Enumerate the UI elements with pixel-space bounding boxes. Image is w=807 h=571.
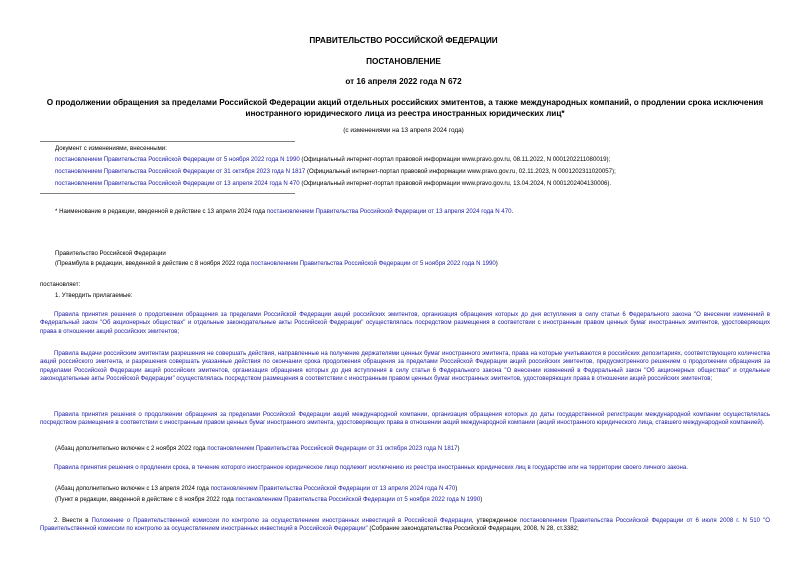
amendment-link[interactable]: постановлением Правительства Российской Федерации от 5 ноября 2022 года N 1990	[55, 156, 300, 163]
resolves-line: постановляет:	[40, 281, 81, 288]
amendments-top-rule	[40, 141, 295, 142]
item-2-start: 2. Внести в	[54, 517, 92, 524]
amendment-source: (Официальный интернет-портал правовой информации www.pravo.gov.ru, 08.11.2022, N 0001202211080019);	[299, 156, 611, 163]
preamble-line: Правительство Российской Федерации	[55, 250, 166, 257]
rule-2-link[interactable]: Правила выдачи российским эмитентам разрешения не совершать действия, направленные на получение держателями ценных бумаг иностранного эмитента, права на которые учитываются в российских депозитариях, соответствующего количества акций российского эмитента, и разрешения совершать указанные действия по окончании срока продолжения обращения за пределами Российской Федерации акций российских эмитентов, предусмотренного решением о продолжении обращения за пределами Российской Федерации акций российских эмитентов, организация обращения которых до дня вступления в силу статьи 6 Федерального закона "О внесении изменений в Федеральный закон "Об акционерных обществах" и отдельные законодательные акты Российской Федерации" осуществлялась посредством размещения в соответствии с иностранным правом ценных бумаг иностранных эмитентов, удостоверяющих права в отношении акций российских эмитентов;	[40, 350, 770, 383]
government-heading: ПРАВИТЕЛЬСТВО РОССИЙСКОЙ ФЕДЕРАЦИИ	[309, 36, 498, 45]
rule-4-note	[55, 485, 457, 493]
rule-4-note-link[interactable]: постановлением Правительства Российской Федерации от 13 апреля 2024 года N 470	[210, 485, 456, 492]
date-number-heading: от 16 апреля 2022 года N 672	[345, 77, 462, 86]
item-2-regulation-link[interactable]: Положение о Правительственной комиссии по контролю за осуществлением иностранных инвестиций в Российской Федерации	[91, 517, 472, 524]
document-type-heading: ПОСТАНОВЛЕНИЕ	[366, 57, 441, 66]
rule-4-note-text: (Абзац дополнительно включен с 13 апреля 2024 года	[55, 485, 211, 492]
preamble-note-end: )	[495, 260, 498, 267]
amendments-bottom-rule	[40, 193, 295, 194]
preamble-note-text: (Преамбула в редакции, введенной в действие с 8 ноября 2022 года	[55, 260, 252, 267]
amendment-source: (Официальный интернет-портал правовой информации www.pravo.gov.ru, 13.04.2024, N 0001202404130006).	[299, 180, 612, 187]
amendment-item	[55, 180, 611, 188]
rule-3-note-text: (Абзац дополнительно включен с 2 ноября 2022 года	[55, 445, 208, 452]
item-2-decree-link[interactable]: постановлением Правительства Российской Федерации от 6 июля 2008 г. N 510 "О Правительственной комиссии по контролю за осуществлением иностранных инвестиций в Российской Федерации"	[40, 517, 770, 533]
amendment-item	[55, 156, 610, 164]
rule-4-note-end: )	[455, 485, 458, 492]
item-2-mid: , утвержденное	[471, 517, 520, 524]
item-1-note-text: (Пункт в редакции, введенной в действие с 8 ноября 2022 года	[55, 496, 236, 503]
footnote-link[interactable]: постановлением Правительства Российской Федерации от 13 апреля 2024 года N 470	[266, 208, 512, 215]
item-1: 1. Утвердить прилагаемые:	[55, 292, 133, 299]
amendment-item	[55, 168, 616, 176]
amendment-link[interactable]: постановлением Правительства Российской Федерации от 13 апреля 2024 года N 470	[55, 180, 300, 187]
amendments-intro: Документ с изменениями, внесенными:	[55, 145, 167, 152]
footnote-end: .	[511, 208, 514, 215]
edition-note: (с изменениями на 13 апреля 2024 года)	[343, 127, 464, 134]
preamble-note-link[interactable]: постановлением Правительства Российской Федерации от 5 ноября 2022 года N 1990	[251, 260, 496, 267]
item-2	[40, 517, 770, 534]
item-2-end: (Собрание законодательства Российской Федерации, 2008, N 28, ст.3382;	[367, 525, 579, 533]
document-subject-title: О продолжении обращения за пределами Российской Федерации акций отдельных российских эмитентов, а также международных компаний, о продлении срока исключения иностранного юридического лица из реестра иностранных юридических лиц*	[46, 98, 764, 118]
amendment-link[interactable]: постановлением Правительства Российской Федерации от 31 октября 2023 года N 1817	[55, 168, 306, 175]
footnote	[55, 208, 513, 216]
rule-3-link[interactable]: Правила принятия решения о продолжении обращения за пределами Российской Федерации акций международной компании, организация обращения которых до даты государственной регистрации международной компании осуществлялась посредством размещения в соответствии с иностранным правом ценных бумаг иностранного эмитента, удостоверяющих права в отношении акций международной компании (акций иностранного юридического лица, ставшего международной компанией).	[40, 411, 770, 427]
amendment-source: (Официальный интернет-портал правовой информации www.pravo.gov.ru, 02.11.2023, N 0001202311020057);	[305, 168, 616, 175]
rule-3-note	[55, 445, 460, 453]
rule-3-note-link[interactable]: постановлением Правительства Российской Федерации от 31 октября 2023 года N 1817	[207, 445, 458, 452]
item-1-note-end: )	[480, 496, 483, 503]
rule-3-note-end: )	[457, 445, 460, 452]
item-1-note-link[interactable]: постановлением Правительства Российской Федерации от 5 ноября 2022 года N 1990	[235, 496, 481, 503]
rule-4-link[interactable]: Правила принятия решения о продлении срока, в течение которого иностранное юридическое лицо подлежит исключению из реестра иностранных юридических лиц в государстве или на территории своего личного закона.	[54, 464, 688, 471]
preamble-note	[55, 260, 498, 268]
item-1-note	[55, 496, 482, 504]
footnote-text: * Наименование в редакции, введенной в действие с 13 апреля 2024 года	[55, 208, 267, 215]
rule-1-link[interactable]: Правила принятия решения о продолжении обращения за пределами Российской Федерации акций российских эмитентов, организация обращения которых до дня вступления в силу статьи 6 Федерального закона "О внесении изменений в Федеральный закон "Об акционерных обществах" и отдельные законодательные акты Российской Федерации" осуществлялась посредством размещения в соответствии с иностранным правом ценных бумаг иностранных эмитентов, удостоверяющих права в отношении акций российских эмитентов;	[40, 311, 770, 335]
